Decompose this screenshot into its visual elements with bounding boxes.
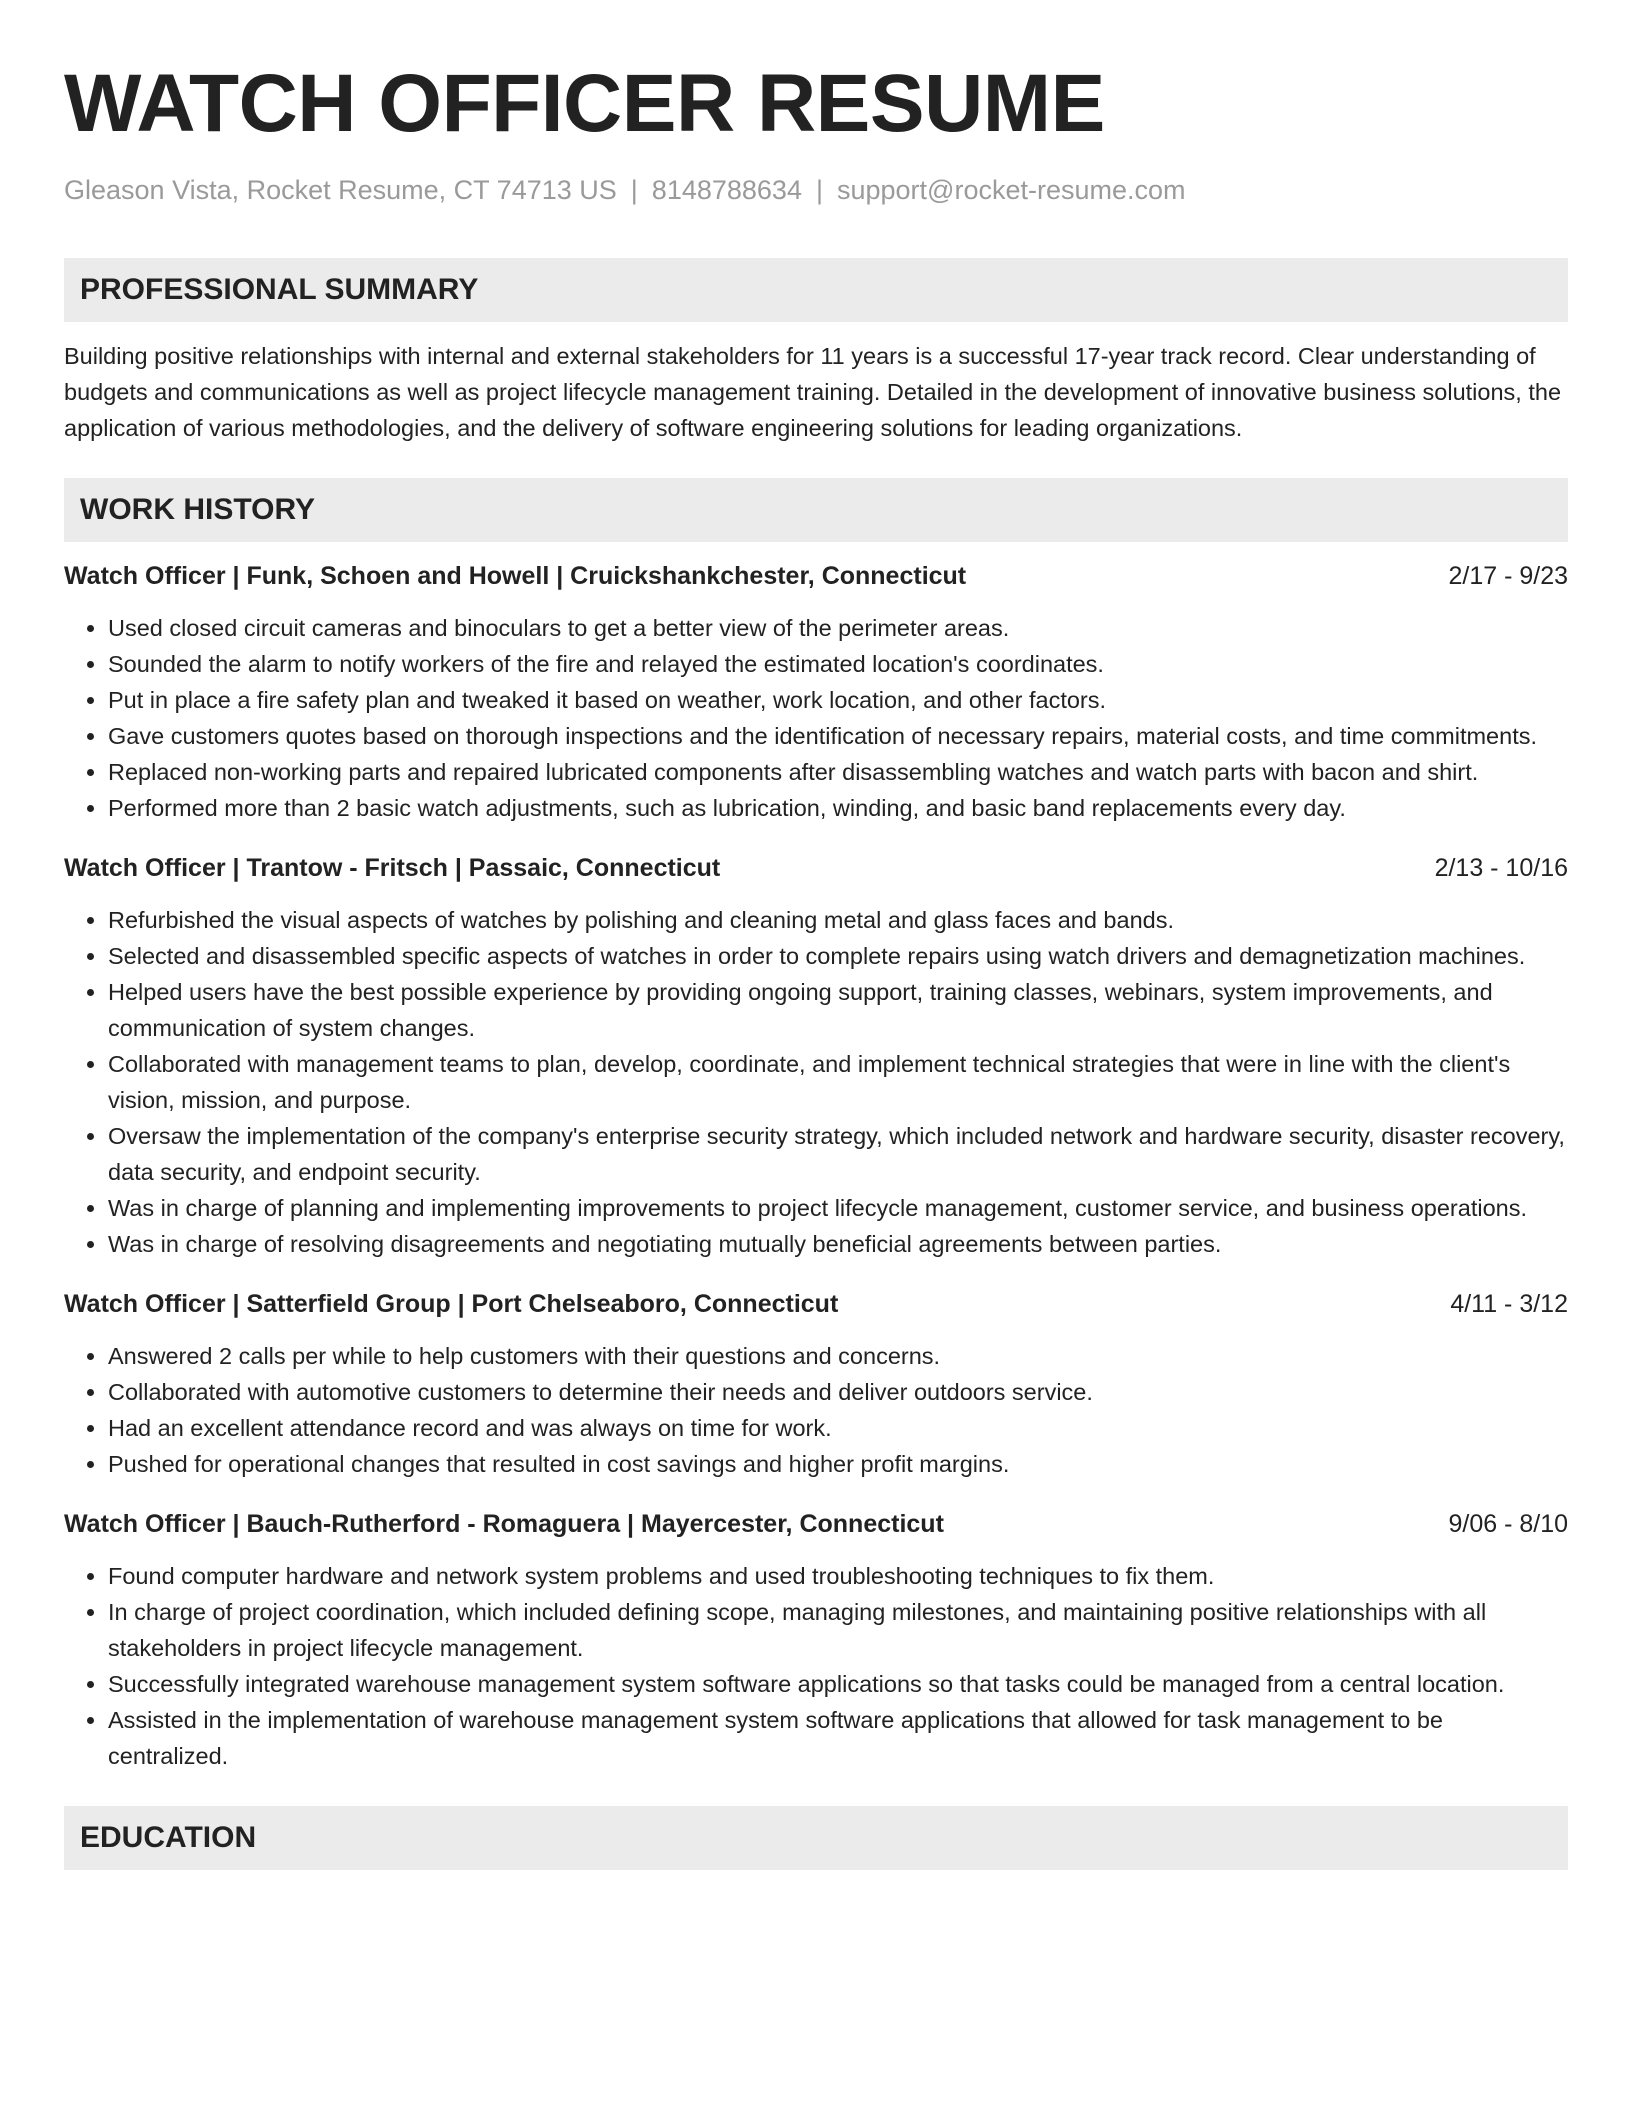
job-dates: 9/06 - 8/10 (1448, 1510, 1568, 1538)
summary-heading: PROFESSIONAL SUMMARY (64, 258, 1568, 322)
job-bullets (64, 1558, 1568, 1774)
work-history-heading: WORK HISTORY (64, 478, 1568, 542)
job-bullet: • Was in charge of planning and implementing improvements to project lifecycle management, customer service, and business operations. (108, 1190, 1568, 1226)
job-header (64, 558, 1568, 594)
contact-separator: | (815, 175, 823, 205)
contact-separator: | (630, 175, 638, 205)
job-bullet: • Put in place a fire safety plan and tweaked it based on weather, work location, and other factors. (108, 682, 1568, 718)
job-bullet: • Used closed circuit cameras and binoculars to get a better view of the perimeter areas. (108, 610, 1568, 646)
job-dates: 2/17 - 9/23 (1448, 562, 1568, 590)
job-dates: 2/13 - 10/16 (1434, 854, 1568, 882)
job-bullet: • Was in charge of resolving disagreements and negotiating mutually beneficial agreements between parties. (108, 1226, 1568, 1262)
job-bullet: • Selected and disassembled specific aspects of watches in order to complete repairs using watch drivers and demagnetization machines. (108, 938, 1568, 974)
job-bullet: • Oversaw the implementation of the company's enterprise security strategy, which included network and hardware security, disaster recovery, data security, and endpoint security. (108, 1118, 1568, 1190)
contact-phone: 8148788634 (651, 175, 802, 205)
contact-address: Gleason Vista, Rocket Resume, CT 74713 US (64, 175, 617, 205)
job-bullet: • Sounded the alarm to notify workers of the fire and relayed the estimated location's coordinates. (108, 646, 1568, 682)
education-heading: EDUCATION (64, 1806, 1568, 1870)
job-bullet: • Answered 2 calls per while to help customers with their questions and concerns. (108, 1338, 1568, 1374)
job-header (64, 1506, 1568, 1542)
job-bullet: • In charge of project coordination, which included defining scope, managing milestones, and maintaining positive relationships with all stakeholders in project lifecycle management. (108, 1594, 1568, 1666)
job-entry (64, 558, 1568, 826)
job-header (64, 850, 1568, 886)
contact-email: support@rocket-resume.com (836, 175, 1186, 205)
job-entry (64, 1286, 1568, 1482)
job-bullet: • Collaborated with management teams to plan, develop, coordinate, and implement technical strategies that were in line with the client's vision, mission, and purpose. (108, 1046, 1568, 1118)
job-bullet: • Assisted in the implementation of warehouse management system software applications that allowed for task management to be centralized. (108, 1702, 1568, 1774)
job-entry (64, 1506, 1568, 1774)
job-bullet: • Replaced non-working parts and repaired lubricated components after disassembling watches and watch parts with bacon and shirt. (108, 754, 1568, 790)
job-title-line: Watch Officer | Trantow - Fritsch | Passaic, Connecticut (64, 854, 721, 882)
job-bullets (64, 610, 1568, 826)
job-bullets (64, 1338, 1568, 1482)
job-bullet: • Found computer hardware and network system problems and used troubleshooting techniques to fix them. (108, 1558, 1568, 1594)
job-bullet: • Pushed for operational changes that resulted in cost savings and higher profit margins. (108, 1446, 1568, 1482)
resume-title: WATCH OFFICER RESUME (64, 58, 1105, 149)
job-header (64, 1286, 1568, 1322)
contact-line (64, 172, 1568, 208)
job-dates: 4/11 - 3/12 (1450, 1290, 1568, 1318)
summary-text: Building positive relationships with internal and external stakeholders for 11 years is a successful 17-year track record. Clear understanding of budgets and communications as well as project lifecycle management training. Detailed in the development of innovative business solutions, the application of various methodologies, and the delivery of software engineering solutions for leading organizations. (64, 343, 1562, 441)
job-bullet: • Had an excellent attendance record and was always on time for work. (108, 1410, 1568, 1446)
job-bullet: • Helped users have the best possible experience by providing ongoing support, training classes, webinars, system improvements, and communication of system changes. (108, 974, 1568, 1046)
job-bullet: • Performed more than 2 basic watch adjustments, such as lubrication, winding, and basic band replacements every day. (108, 790, 1568, 826)
job-title-line: Watch Officer | Funk, Schoen and Howell | Cruickshankchester, Connecticut (64, 562, 967, 590)
job-title-line: Watch Officer | Bauch-Rutherford - Romaguera | Mayercester, Connecticut (64, 1510, 944, 1538)
job-title-line: Watch Officer | Satterfield Group | Port Chelseaboro, Connecticut (64, 1290, 839, 1318)
job-bullet: • Collaborated with automotive customers to determine their needs and deliver outdoors service. (108, 1374, 1568, 1410)
job-bullets (64, 902, 1568, 1262)
job-entry (64, 850, 1568, 1262)
job-bullet: • Successfully integrated warehouse management system software applications so that tasks could be managed from a central location. (108, 1666, 1568, 1702)
job-bullet: • Refurbished the visual aspects of watches by polishing and cleaning metal and glass faces and bands. (108, 902, 1568, 938)
job-bullet: • Gave customers quotes based on thorough inspections and the identification of necessary repairs, material costs, and time commitments. (108, 718, 1568, 754)
